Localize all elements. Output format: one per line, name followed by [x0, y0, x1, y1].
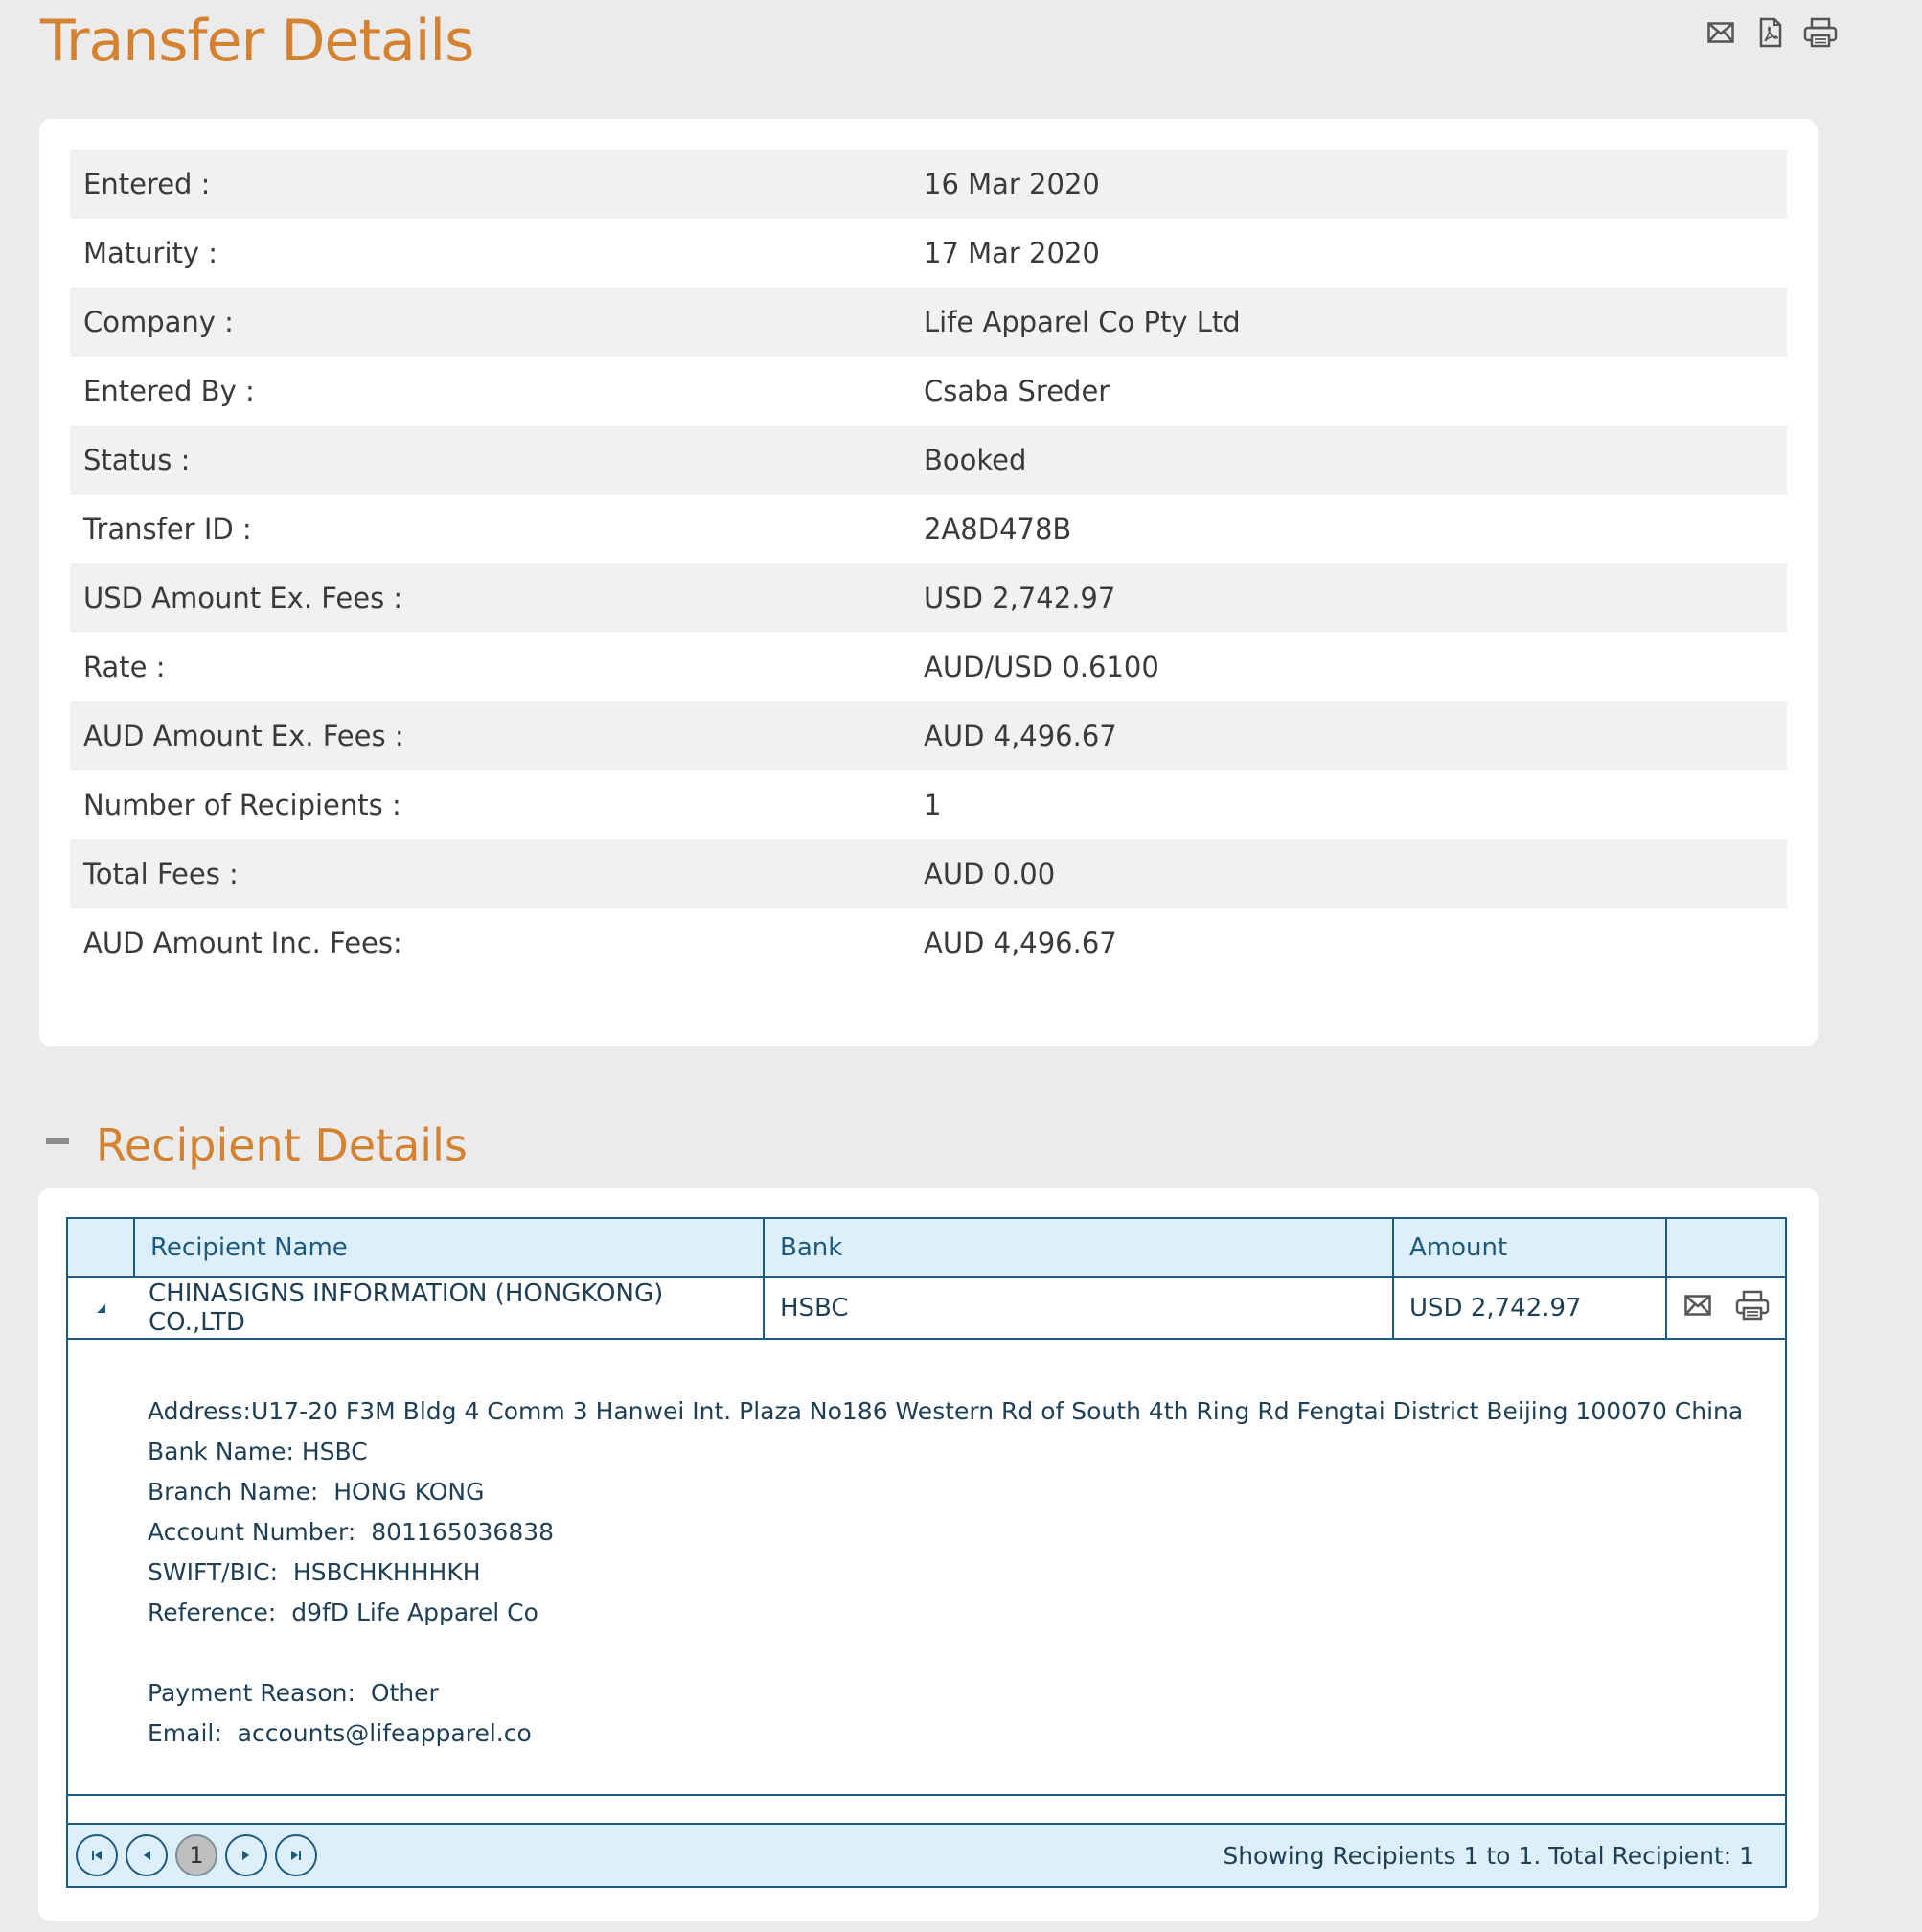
bank-name-line: Bank Name: HSBC [148, 1438, 368, 1465]
detail-value: USD 2,742.97 [924, 582, 1116, 614]
detail-row-entered-by [70, 356, 1787, 426]
email-line: Email: accounts@lifeapparel.co [148, 1719, 532, 1747]
recipient-grid [66, 1217, 1787, 1888]
recipient-name-cell: CHINASIGNS INFORMATION (HONGKONG) CO.,LTD [149, 1279, 664, 1337]
pagination-bar [68, 1823, 1785, 1886]
detail-value: Csaba Sreder [924, 375, 1110, 407]
column-header-recipient-name[interactable]: Recipient Name [133, 1219, 763, 1276]
header-actions-cell [1665, 1219, 1787, 1276]
divider [68, 1794, 1785, 1796]
account-number-line: Account Number: 801165036838 [148, 1518, 555, 1546]
detail-row-number-of-recipients [70, 770, 1787, 840]
section-title: Recipient Details [96, 1119, 468, 1171]
detail-row-aud-amount-inc-fees [70, 908, 1787, 978]
detail-label: Total Fees : [83, 858, 239, 890]
email-icon[interactable] [1684, 1294, 1711, 1322]
last-page-icon [289, 1849, 303, 1862]
detail-value: 16 Mar 2020 [924, 168, 1100, 200]
expand-row-button[interactable] [68, 1278, 133, 1338]
detail-row-rate [70, 632, 1787, 702]
print-icon[interactable] [1734, 1290, 1771, 1327]
detail-value: 2A8D478B [924, 513, 1072, 545]
page-number-button[interactable]: 1 [175, 1834, 217, 1876]
swift-bic-line: SWIFT/BIC: HSBCHKHHHKH [148, 1558, 481, 1586]
header-expander-cell [68, 1219, 133, 1276]
triangle-expanded-icon [94, 1301, 107, 1315]
detail-row-maturity [70, 218, 1787, 288]
column-header-amount[interactable]: Amount [1392, 1219, 1665, 1276]
detail-value: AUD 4,496.67 [924, 927, 1117, 959]
amount-cell: USD 2,742.97 [1392, 1278, 1665, 1338]
reference-line: Reference: d9fD Life Apparel Co [148, 1598, 538, 1626]
detail-value: AUD 0.00 [924, 858, 1056, 890]
column-header-bank[interactable]: Bank [763, 1219, 1392, 1276]
detail-row-transfer-id [70, 494, 1787, 564]
detail-label: Status : [83, 444, 191, 476]
next-page-button[interactable] [225, 1834, 267, 1876]
spacer-line [148, 1633, 1743, 1673]
collapse-section-button[interactable] [46, 1138, 69, 1144]
bank-cell: HSBC [763, 1278, 1392, 1338]
first-page-icon [90, 1849, 103, 1862]
detail-row-entered [70, 150, 1787, 218]
row-actions-cell [1665, 1278, 1787, 1338]
recipient-expanded-details [148, 1392, 1743, 1754]
detail-row-status [70, 426, 1787, 494]
next-page-icon [240, 1849, 252, 1862]
detail-label: Entered : [83, 168, 211, 200]
first-page-button[interactable] [76, 1834, 118, 1876]
detail-label: Entered By : [83, 375, 255, 407]
detail-label: AUD Amount Inc. Fees: [83, 927, 402, 959]
detail-value: AUD 4,496.67 [924, 720, 1117, 752]
detail-row-aud-amount-ex-fees [70, 702, 1787, 770]
payment-reason-line: Payment Reason: Other [148, 1679, 439, 1707]
pagination-info: Showing Recipients 1 to 1. Total Recipient: 1 [1223, 1841, 1754, 1870]
previous-page-icon [141, 1849, 152, 1862]
detail-value: Life Apparel Co Pty Ltd [924, 306, 1241, 338]
address-line: Address:U17-20 F3M Bldg 4 Comm 3 Hanwei Int. Plaza No186 Western Rd of South 4th Ring Rd Fengtai District Beijing 100070 China [148, 1397, 1744, 1425]
transfer-details-panel [39, 119, 1818, 1046]
transfer-details-list [70, 150, 1787, 978]
detail-label: USD Amount Ex. Fees : [83, 582, 403, 614]
detail-label: Maturity : [83, 237, 218, 269]
detail-label: Rate : [83, 651, 166, 683]
detail-label: Company : [83, 306, 234, 338]
detail-value: Booked [924, 444, 1027, 476]
previous-page-button[interactable] [126, 1834, 168, 1876]
email-icon[interactable] [1704, 15, 1738, 50]
recipient-details-panel [38, 1188, 1819, 1920]
page-toolbar [1704, 15, 1838, 50]
table-row [68, 1278, 1785, 1340]
branch-name-line: Branch Name: HONG KONG [148, 1478, 485, 1506]
detail-value: AUD/USD 0.6100 [924, 651, 1159, 683]
detail-label: Number of Recipients : [83, 789, 401, 821]
pdf-icon[interactable] [1753, 15, 1788, 50]
print-icon[interactable] [1803, 15, 1838, 50]
detail-value: 1 [924, 789, 942, 821]
detail-row-company [70, 288, 1787, 356]
detail-row-usd-amount-ex-fees [70, 564, 1787, 632]
detail-row-total-fees [70, 840, 1787, 908]
last-page-button[interactable] [275, 1834, 317, 1876]
grid-header [68, 1219, 1785, 1278]
detail-value: 17 Mar 2020 [924, 237, 1100, 269]
detail-label: AUD Amount Ex. Fees : [83, 720, 404, 752]
detail-label: Transfer ID : [83, 513, 252, 545]
page-title: Transfer Details [40, 8, 474, 75]
